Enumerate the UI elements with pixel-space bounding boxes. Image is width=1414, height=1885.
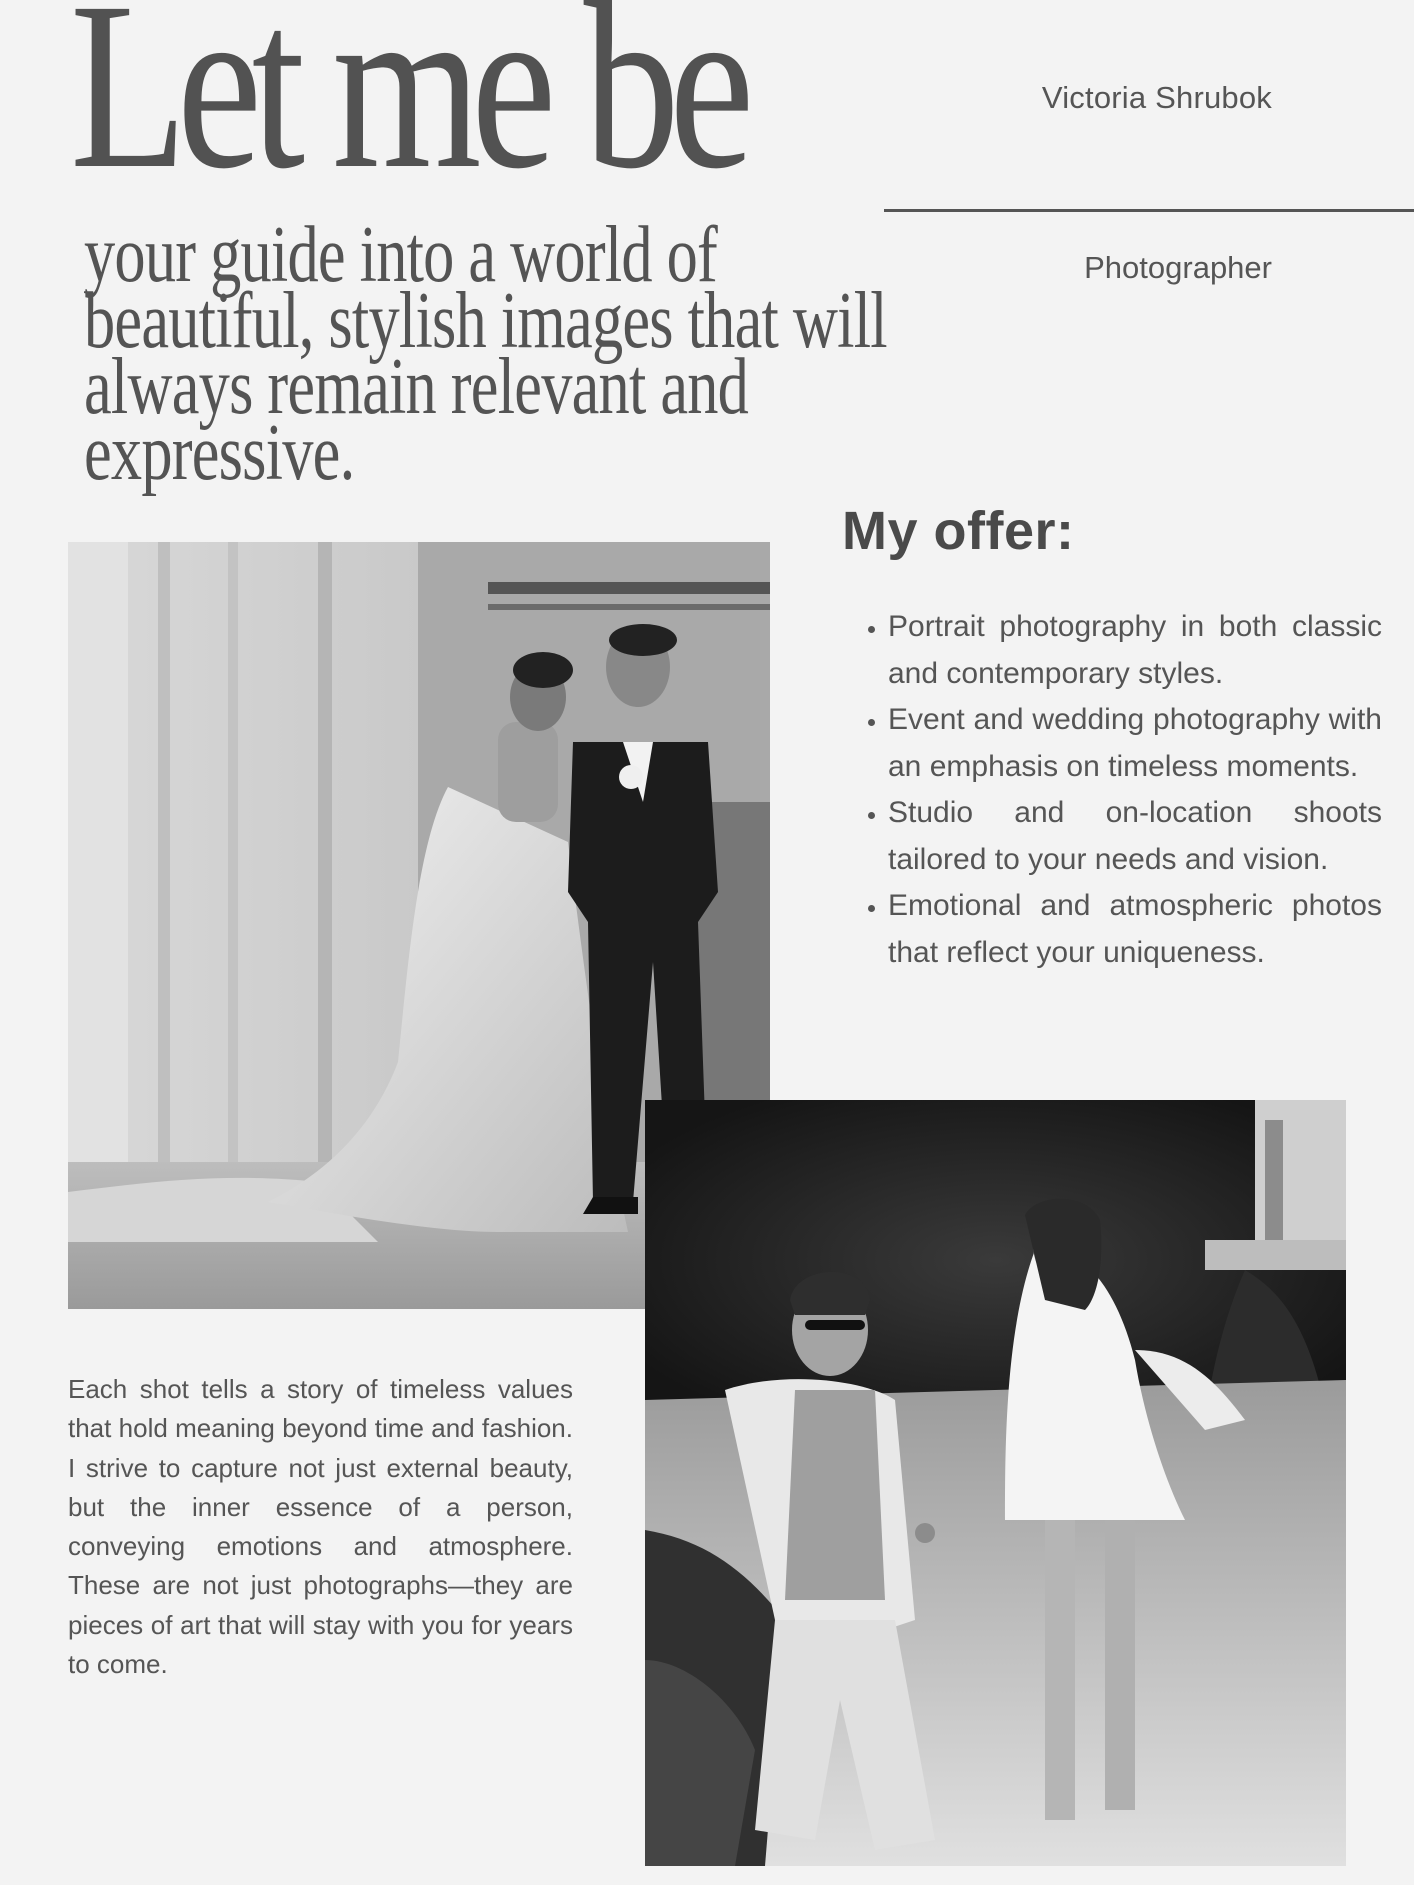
photographer-name: Victoria Shrubok [1041,80,1272,115]
offer-item: • Event and wedding photography with an emphasis on timeless moments. [888,697,1382,790]
offer-item: • Studio and on-location shoots tailored to your needs and vision. [888,790,1382,883]
offer-list [842,604,1382,976]
photographer-role: Photographer [1084,250,1272,285]
offer-item: • Emotional and atmospheric photos that reflect your uniqueness. [888,883,1382,976]
offer-title: My offer: [842,501,1075,561]
divider [884,209,1414,212]
couple-running-photo [645,1100,1346,1866]
headline: Let me be [70,0,745,218]
subheadline: your guide into a world of beautiful, stylish images that will always remain relevant and expressive. [84,211,887,497]
story-paragraph: Each shot tells a story of timeless values that hold meaning beyond time and fashion. I strive to capture not just external beauty, but the inner essence of a person, conveying emotions and atmosphere. These are not just photographs—they are pieces of art that will stay with you for years to come. [68,1374,573,1680]
offer-item: • Portrait photography in both classic and contemporary styles. [888,604,1382,697]
